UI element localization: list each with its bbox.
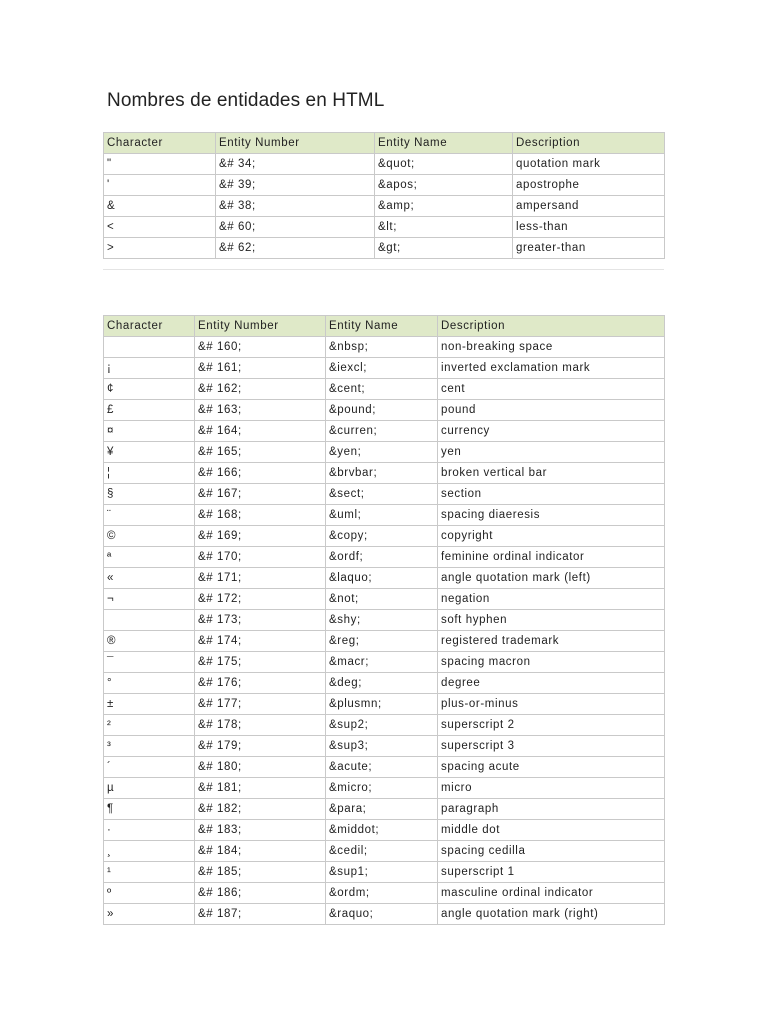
table-row bbox=[104, 610, 665, 631]
cell-character: ± bbox=[104, 694, 195, 715]
table-header-row bbox=[104, 133, 665, 154]
cell-description: angle quotation mark (left) bbox=[438, 568, 665, 589]
cell-entity-name: &para; bbox=[326, 799, 438, 820]
table-row bbox=[104, 154, 665, 175]
table-row bbox=[104, 463, 665, 484]
cell-character: ´ bbox=[104, 757, 195, 778]
cell-entity-number: &# 186; bbox=[195, 883, 326, 904]
cell-entity-number: &# 187; bbox=[195, 904, 326, 925]
cell-entity-name: &deg; bbox=[326, 673, 438, 694]
cell-character bbox=[104, 337, 195, 358]
cell-description: pound bbox=[438, 400, 665, 421]
cell-entity-name: &plusmn; bbox=[326, 694, 438, 715]
cell-character: ¡ bbox=[104, 358, 195, 379]
entity-table-basic bbox=[103, 132, 665, 259]
cell-entity-number: &# 62; bbox=[216, 238, 375, 259]
cell-description: cent bbox=[438, 379, 665, 400]
cell-entity-name: &laquo; bbox=[326, 568, 438, 589]
cell-entity-number: &# 167; bbox=[195, 484, 326, 505]
cell-description: broken vertical bar bbox=[438, 463, 665, 484]
table-row bbox=[104, 820, 665, 841]
cell-character: « bbox=[104, 568, 195, 589]
page-title: Nombres de entidades en HTML bbox=[107, 90, 385, 111]
cell-entity-name: &amp; bbox=[375, 196, 513, 217]
cell-entity-name: &cent; bbox=[326, 379, 438, 400]
table-row bbox=[104, 400, 665, 421]
cell-description: feminine ordinal indicator bbox=[438, 547, 665, 568]
table-row bbox=[104, 568, 665, 589]
cell-description: superscript 2 bbox=[438, 715, 665, 736]
cell-entity-name: &shy; bbox=[326, 610, 438, 631]
cell-description: degree bbox=[438, 673, 665, 694]
cell-entity-number: &# 169; bbox=[195, 526, 326, 547]
cell-character: £ bbox=[104, 400, 195, 421]
cell-entity-number: &# 171; bbox=[195, 568, 326, 589]
column-header-description: Description bbox=[513, 133, 665, 154]
cell-character: ¦ bbox=[104, 463, 195, 484]
table-row bbox=[104, 799, 665, 820]
table-body bbox=[104, 337, 665, 925]
table-body bbox=[104, 154, 665, 259]
cell-entity-number: &# 176; bbox=[195, 673, 326, 694]
cell-description: non-breaking space bbox=[438, 337, 665, 358]
table-row bbox=[104, 904, 665, 925]
column-header-entity-number: Entity Number bbox=[195, 316, 326, 337]
cell-entity-number: &# 184; bbox=[195, 841, 326, 862]
table-row bbox=[104, 217, 665, 238]
cell-character: ¬ bbox=[104, 589, 195, 610]
table-row bbox=[104, 547, 665, 568]
cell-entity-number: &# 60; bbox=[216, 217, 375, 238]
cell-entity-number: &# 173; bbox=[195, 610, 326, 631]
cell-entity-number: &# 34; bbox=[216, 154, 375, 175]
table-row bbox=[104, 778, 665, 799]
cell-character: ' bbox=[104, 175, 216, 196]
table-row bbox=[104, 883, 665, 904]
entity-table-latin1 bbox=[103, 315, 665, 925]
cell-description: spacing acute bbox=[438, 757, 665, 778]
table-row bbox=[104, 694, 665, 715]
cell-entity-name: &macr; bbox=[326, 652, 438, 673]
table-row bbox=[104, 442, 665, 463]
cell-character: ¯ bbox=[104, 652, 195, 673]
cell-description: middle dot bbox=[438, 820, 665, 841]
cell-description: superscript 3 bbox=[438, 736, 665, 757]
cell-character: ¶ bbox=[104, 799, 195, 820]
cell-description: negation bbox=[438, 589, 665, 610]
cell-character bbox=[104, 610, 195, 631]
cell-character: µ bbox=[104, 778, 195, 799]
cell-entity-number: &# 168; bbox=[195, 505, 326, 526]
cell-entity-number: &# 164; bbox=[195, 421, 326, 442]
cell-description: less-than bbox=[513, 217, 665, 238]
cell-entity-number: &# 185; bbox=[195, 862, 326, 883]
cell-character: ³ bbox=[104, 736, 195, 757]
table-row bbox=[104, 238, 665, 259]
cell-entity-name: &gt; bbox=[375, 238, 513, 259]
cell-description: paragraph bbox=[438, 799, 665, 820]
cell-description: registered trademark bbox=[438, 631, 665, 652]
cell-entity-name: &ordm; bbox=[326, 883, 438, 904]
column-header-entity-name: Entity Name bbox=[326, 316, 438, 337]
cell-entity-number: &# 178; bbox=[195, 715, 326, 736]
table-row bbox=[104, 736, 665, 757]
cell-entity-number: &# 181; bbox=[195, 778, 326, 799]
cell-entity-number: &# 174; bbox=[195, 631, 326, 652]
cell-entity-name: &nbsp; bbox=[326, 337, 438, 358]
cell-description: spacing cedilla bbox=[438, 841, 665, 862]
cell-entity-name: &micro; bbox=[326, 778, 438, 799]
table-row bbox=[104, 379, 665, 400]
cell-entity-number: &# 175; bbox=[195, 652, 326, 673]
cell-description: micro bbox=[438, 778, 665, 799]
cell-entity-name: &raquo; bbox=[326, 904, 438, 925]
cell-description: plus-or-minus bbox=[438, 694, 665, 715]
cell-entity-number: &# 166; bbox=[195, 463, 326, 484]
cell-entity-name: &sup1; bbox=[326, 862, 438, 883]
cell-character: º bbox=[104, 883, 195, 904]
cell-description: angle quotation mark (right) bbox=[438, 904, 665, 925]
cell-entity-number: &# 170; bbox=[195, 547, 326, 568]
cell-character: ¤ bbox=[104, 421, 195, 442]
cell-character: ² bbox=[104, 715, 195, 736]
cell-description: soft hyphen bbox=[438, 610, 665, 631]
table-row bbox=[104, 589, 665, 610]
table-row bbox=[104, 526, 665, 547]
cell-entity-number: &# 179; bbox=[195, 736, 326, 757]
cell-description: apostrophe bbox=[513, 175, 665, 196]
cell-entity-number: &# 160; bbox=[195, 337, 326, 358]
cell-character: ¥ bbox=[104, 442, 195, 463]
cell-description: section bbox=[438, 484, 665, 505]
cell-entity-name: &brvbar; bbox=[326, 463, 438, 484]
cell-entity-number: &# 165; bbox=[195, 442, 326, 463]
table-row bbox=[104, 862, 665, 883]
cell-character: < bbox=[104, 217, 216, 238]
table-row bbox=[104, 196, 665, 217]
cell-entity-name: &iexcl; bbox=[326, 358, 438, 379]
cell-entity-name: &cedil; bbox=[326, 841, 438, 862]
table-row bbox=[104, 505, 665, 526]
cell-entity-number: &# 161; bbox=[195, 358, 326, 379]
table-row bbox=[104, 631, 665, 652]
cell-entity-name: &sect; bbox=[326, 484, 438, 505]
cell-character: » bbox=[104, 904, 195, 925]
column-header-character: Character bbox=[104, 133, 216, 154]
cell-entity-number: &# 163; bbox=[195, 400, 326, 421]
table-row bbox=[104, 715, 665, 736]
table-row bbox=[104, 652, 665, 673]
cell-entity-name: &quot; bbox=[375, 154, 513, 175]
cell-character: ¨ bbox=[104, 505, 195, 526]
cell-character: © bbox=[104, 526, 195, 547]
cell-description: copyright bbox=[438, 526, 665, 547]
cell-entity-number: &# 180; bbox=[195, 757, 326, 778]
cell-entity-name: &sup3; bbox=[326, 736, 438, 757]
cell-character: ° bbox=[104, 673, 195, 694]
table-row bbox=[104, 175, 665, 196]
cell-entity-name: &not; bbox=[326, 589, 438, 610]
cell-entity-name: &curren; bbox=[326, 421, 438, 442]
cell-entity-name: &lt; bbox=[375, 217, 513, 238]
cell-entity-number: &# 39; bbox=[216, 175, 375, 196]
cell-character: · bbox=[104, 820, 195, 841]
cell-description: yen bbox=[438, 442, 665, 463]
cell-character: & bbox=[104, 196, 216, 217]
cell-character: § bbox=[104, 484, 195, 505]
cell-entity-name: &copy; bbox=[326, 526, 438, 547]
table-row bbox=[104, 841, 665, 862]
column-header-description: Description bbox=[438, 316, 665, 337]
cell-entity-number: &# 183; bbox=[195, 820, 326, 841]
cell-entity-name: &middot; bbox=[326, 820, 438, 841]
cell-description: spacing macron bbox=[438, 652, 665, 673]
column-header-character: Character bbox=[104, 316, 195, 337]
cell-entity-number: &# 162; bbox=[195, 379, 326, 400]
cell-entity-number: &# 38; bbox=[216, 196, 375, 217]
cell-entity-name: &pound; bbox=[326, 400, 438, 421]
table-row bbox=[104, 337, 665, 358]
cell-description: quotation mark bbox=[513, 154, 665, 175]
cell-entity-name: &yen; bbox=[326, 442, 438, 463]
cell-description: greater-than bbox=[513, 238, 665, 259]
table-header-row bbox=[104, 316, 665, 337]
table-row bbox=[104, 757, 665, 778]
table-row bbox=[104, 421, 665, 442]
cell-entity-name: &reg; bbox=[326, 631, 438, 652]
cell-character: ® bbox=[104, 631, 195, 652]
cell-character: " bbox=[104, 154, 216, 175]
cell-character: ¢ bbox=[104, 379, 195, 400]
column-header-entity-number: Entity Number bbox=[216, 133, 375, 154]
cell-description: currency bbox=[438, 421, 665, 442]
table-row bbox=[104, 484, 665, 505]
cell-character: ¸ bbox=[104, 841, 195, 862]
cell-entity-name: &uml; bbox=[326, 505, 438, 526]
table-row bbox=[104, 358, 665, 379]
cell-entity-number: &# 172; bbox=[195, 589, 326, 610]
cell-description: masculine ordinal indicator bbox=[438, 883, 665, 904]
cell-character: ª bbox=[104, 547, 195, 568]
cell-description: spacing diaeresis bbox=[438, 505, 665, 526]
cell-entity-name: &sup2; bbox=[326, 715, 438, 736]
table-row bbox=[104, 673, 665, 694]
cell-description: superscript 1 bbox=[438, 862, 665, 883]
cell-description: inverted exclamation mark bbox=[438, 358, 665, 379]
section-divider bbox=[103, 269, 664, 270]
cell-character: ¹ bbox=[104, 862, 195, 883]
cell-entity-name: &acute; bbox=[326, 757, 438, 778]
cell-entity-name: &apos; bbox=[375, 175, 513, 196]
cell-description: ampersand bbox=[513, 196, 665, 217]
cell-entity-name: &ordf; bbox=[326, 547, 438, 568]
cell-entity-number: &# 177; bbox=[195, 694, 326, 715]
column-header-entity-name: Entity Name bbox=[375, 133, 513, 154]
cell-entity-number: &# 182; bbox=[195, 799, 326, 820]
cell-character: > bbox=[104, 238, 216, 259]
